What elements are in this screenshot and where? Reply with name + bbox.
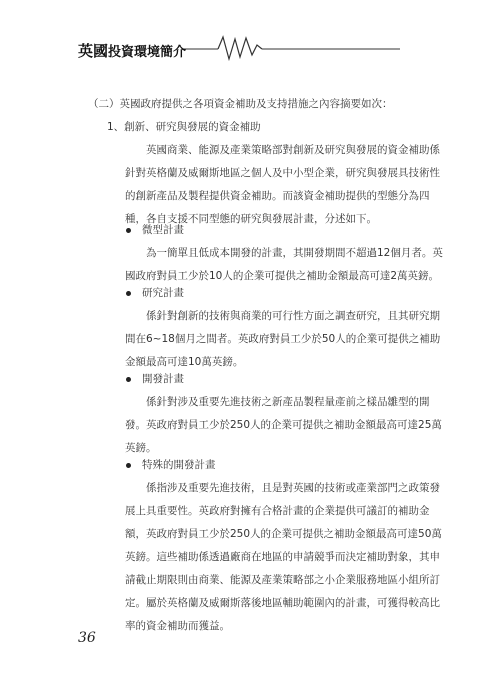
paragraph-line: 金額最高可達10萬英鎊。 (125, 356, 244, 368)
paragraph-line: 請截止期限則由商業、能源及產業策略部之小企業服務地區小組所訂 (125, 574, 440, 586)
paragraph-line: 發。英政府對員工少於250人的企業可提供之補助金額最高可達25萬 (125, 419, 442, 431)
paragraph-line: 展上具重要性。英政府對擁有合格計畫的企業提供可議訂的補助金 (125, 505, 430, 517)
header-title-small: 投資環境簡介 (108, 45, 187, 60)
bullet-icon (126, 291, 131, 296)
bullet-icon (126, 463, 131, 468)
paragraph-line: 針對英格蘭及威爾斯地區之個人及中小型企業，研究與發展具技術性 (125, 167, 440, 179)
section-heading: （二）英國政府提供之各項資金補助及支持措施之內容摘要如次： (88, 98, 393, 110)
page-number: 36 (78, 630, 96, 646)
paragraph-line: 係針對涉及重要先進技術之新產品製程量產前之樣品雛型的開 (146, 396, 430, 408)
header-wave-icon (0, 33, 480, 63)
bullet-icon (126, 228, 131, 233)
header-title (78, 40, 186, 61)
bullet-icon (126, 377, 131, 382)
paragraph-line: 間在6~18個月之間者。英政府對員工少於50人的企業可提供之補助 (125, 333, 441, 345)
paragraph-line: 額，英政府對員工少於250人的企業可提供之補助金額最高可達50萬 (125, 528, 442, 540)
paragraph-line: 國政府對員工少於10人的企業可提供之補助金額最高可達2萬英鎊。 (125, 270, 440, 282)
page-header (0, 33, 480, 63)
paragraph-line: 的創新產品及製程提供資金補助。而該資金補助提供的型態分為四 (125, 190, 430, 202)
item-title: 開發計畫 (142, 373, 184, 385)
paragraph-line: 為一簡單且低成本開發的計畫，其開發期間不超過12個月者。英 (146, 247, 443, 259)
paragraph-line: 英鎊。這些補助係透過廠商在地區的申請競爭而決定補助對象，其申 (125, 551, 440, 563)
paragraph-line: 英國商業、能源及產業策略部對創新及研究與發展的資金補助係 (146, 144, 440, 156)
paragraph-line: 英鎊。 (125, 442, 157, 454)
item-title: 微型計畫 (142, 224, 184, 236)
item-title: 特殊的開發計畫 (142, 459, 216, 471)
paragraph-line: 係針對創新的技術與商業的可行性方面之調查研究，且其研究期 (146, 310, 440, 322)
paragraph-line: 率的資金補助而獲益。 (125, 620, 230, 632)
paragraph-line: 種，各自支援不同型態的研究與發展計畫，分述如下。 (125, 213, 377, 225)
paragraph-line: 係指涉及重要先進技術，且是對英國的技術或產業部門之政策發 (146, 482, 440, 494)
sub-heading: 1、創新、研究與發展的資金補助 (107, 121, 261, 133)
header-title-big: 英國 (78, 42, 109, 60)
paragraph-line: 定。屬於英格蘭及威爾斯落後地區輔助範圍內的計畫，可獲得較高比 (125, 597, 440, 609)
item-title: 研究計畫 (142, 287, 184, 299)
